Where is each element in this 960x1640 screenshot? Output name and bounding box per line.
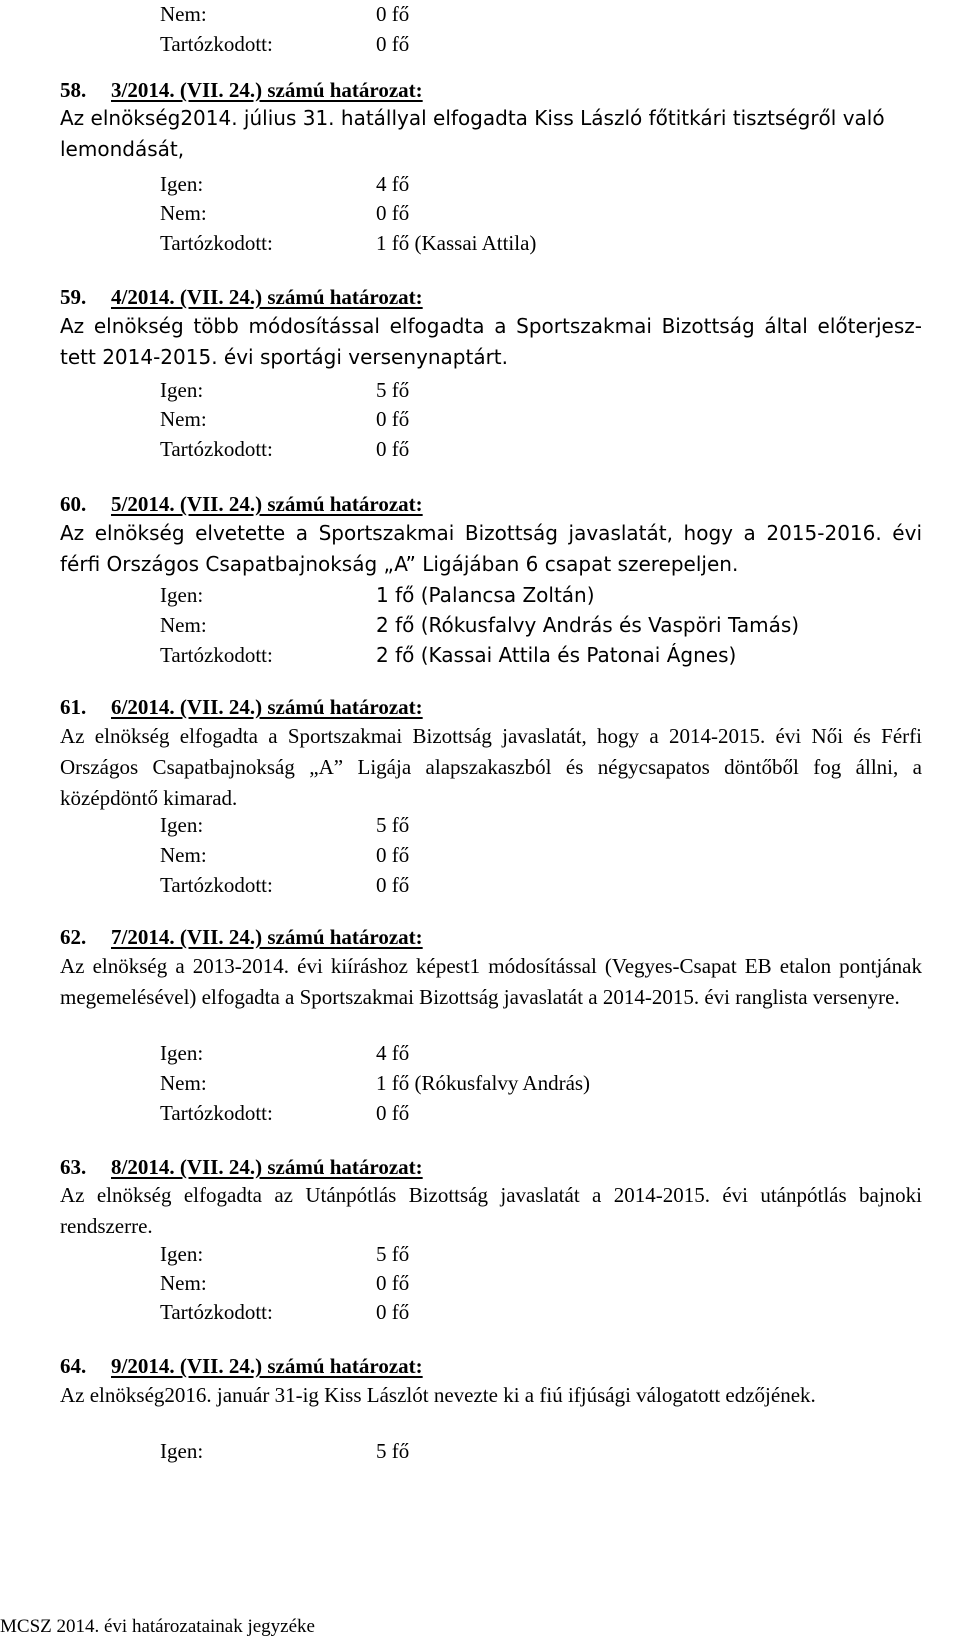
resolution-number: 58. xyxy=(60,78,87,102)
vote-no-label: Nem: xyxy=(160,1271,207,1295)
vote-abstain-label: Tartózkodott: xyxy=(160,231,273,255)
vote-abstain-value: 2 fő (Kassai Attila és Patonai Ágnes) xyxy=(376,643,737,667)
resolution-number: 60. xyxy=(60,492,87,516)
resolution-number: 64. xyxy=(60,1354,87,1378)
vote-no-value: 2 fő (Rókusfalvy András és Vaspöri Tamás) xyxy=(376,613,800,637)
vote-no-label: Nem: xyxy=(160,2,207,26)
vote-no-value: 1 fő (Rókusfalvy András) xyxy=(376,1071,591,1095)
resolution-title: 6/2014. (VII. 24.) számú határozat: xyxy=(111,695,423,719)
vote-yes-label: Igen: xyxy=(160,583,204,607)
resolution-text: Az elnökség elfogadta az Utánpótlás Bizottság javaslatát a 2014-2015. évi utánpótlás bajnoki rendszerre. xyxy=(60,1183,922,1238)
resolution-text: Az elnökség2016. január 31-ig Kiss Lászlót nevezte ki a fiú ifjúsági válogatott edzőjének. xyxy=(60,1383,816,1407)
page-footer: MCSZ 2014. évi határozatainak jegyzéke xyxy=(0,1616,315,1637)
vote-yes-value: 5 fő xyxy=(376,1242,410,1266)
vote-yes-value: 1 fő (Palancsa Zoltán) xyxy=(376,583,595,607)
resolution-text: Az elnökség2014. július 31. hatállyal elfogadta Kiss László főtitkári tisztségről való lemondását, xyxy=(60,106,885,161)
vote-abstain-value: 0 fő xyxy=(376,1300,410,1324)
resolution-number: 61. xyxy=(60,695,87,719)
resolution-number: 63. xyxy=(60,1155,87,1179)
vote-no-label: Nem: xyxy=(160,613,207,637)
vote-abstain-label: Tartózkodott: xyxy=(160,643,273,667)
vote-yes-label: Igen: xyxy=(160,1439,204,1463)
vote-abstain-label: Tartózkodott: xyxy=(160,1101,273,1125)
vote-yes-value: 4 fő xyxy=(376,172,410,196)
vote-no-value: 0 fő xyxy=(376,201,410,225)
vote-yes-label: Igen: xyxy=(160,1041,204,1065)
resolution-title: 8/2014. (VII. 24.) számú határozat: xyxy=(111,1155,423,1179)
resolution-title: 5/2014. (VII. 24.) számú határozat: xyxy=(111,492,423,516)
vote-yes-value: 4 fő xyxy=(376,1041,410,1065)
vote-abstain-label: Tartózkodott: xyxy=(160,437,273,461)
vote-abstain-label: Tartózkodott: xyxy=(160,1300,273,1324)
vote-no-label: Nem: xyxy=(160,843,207,867)
resolution-text: Az elnökség a 2013-2014. évi kiíráshoz képest1 módosítással (Vegyes-Csapat EB etalon pontjának megemelésével) elfogadta a Sportszakmai Bizottság javaslatát a 2014-2015. évi ranglista versenyre. xyxy=(60,954,922,1009)
resolution-text: Az elnökség elvetette a Sportszakmai Bizottság javaslatát, hogy a 2015-2016. évi férfi Országos Csapatbajnokság „A” Ligájában 6 csapat szerepeljen. xyxy=(60,521,922,576)
vote-yes-value: 5 fő xyxy=(376,813,410,837)
vote-abstain-value: 1 fő (Kassai Attila) xyxy=(376,231,537,255)
vote-abstain-value: 0 fő xyxy=(376,1101,410,1125)
vote-no-value: 0 fő xyxy=(376,2,410,26)
vote-abstain-value: 0 fő xyxy=(376,437,410,461)
vote-no-value: 0 fő xyxy=(376,1271,410,1295)
vote-abstain-label: Tartózkodott: xyxy=(160,873,273,897)
vote-yes-label: Igen: xyxy=(160,1242,204,1266)
resolution-title: 9/2014. (VII. 24.) számú határozat: xyxy=(111,1354,423,1378)
vote-abstain-value: 0 fő xyxy=(376,873,410,897)
vote-no-value: 0 fő xyxy=(376,407,410,431)
resolution-number: 62. xyxy=(60,925,87,949)
vote-yes-label: Igen: xyxy=(160,172,204,196)
vote-abstain-label: Tartózkodott: xyxy=(160,32,273,56)
resolution-title: 4/2014. (VII. 24.) számú határozat: xyxy=(111,285,423,309)
vote-no-label: Nem: xyxy=(160,407,207,431)
vote-yes-value: 5 fő xyxy=(376,1439,410,1463)
vote-abstain-value: 0 fő xyxy=(376,32,410,56)
resolution-title: 7/2014. (VII. 24.) számú határozat: xyxy=(111,925,423,949)
resolution-text: Az elnökség elfogadta a Sportszakmai Bizottság javaslatát, hogy a 2014-2015. évi Női és Férfi Országos Csapatbajnokság „A” Ligája alapszakaszból és négycsapatos döntőből fog állni, a középdöntő kimarad. xyxy=(60,724,922,810)
vote-no-value: 0 fő xyxy=(376,843,410,867)
vote-yes-label: Igen: xyxy=(160,813,204,837)
resolution-title: 3/2014. (VII. 24.) számú határozat: xyxy=(111,78,423,102)
resolution-number: 59. xyxy=(60,285,87,309)
vote-yes-label: Igen: xyxy=(160,378,204,402)
vote-no-label: Nem: xyxy=(160,201,207,225)
resolution-text: Az elnökség több módosítással elfogadta a Sportszakmai Bizottság által előterjesz-tett 2014-2015. évi sportági versenynaptárt. xyxy=(60,314,922,369)
vote-yes-value: 5 fő xyxy=(376,378,410,402)
vote-no-label: Nem: xyxy=(160,1071,207,1095)
